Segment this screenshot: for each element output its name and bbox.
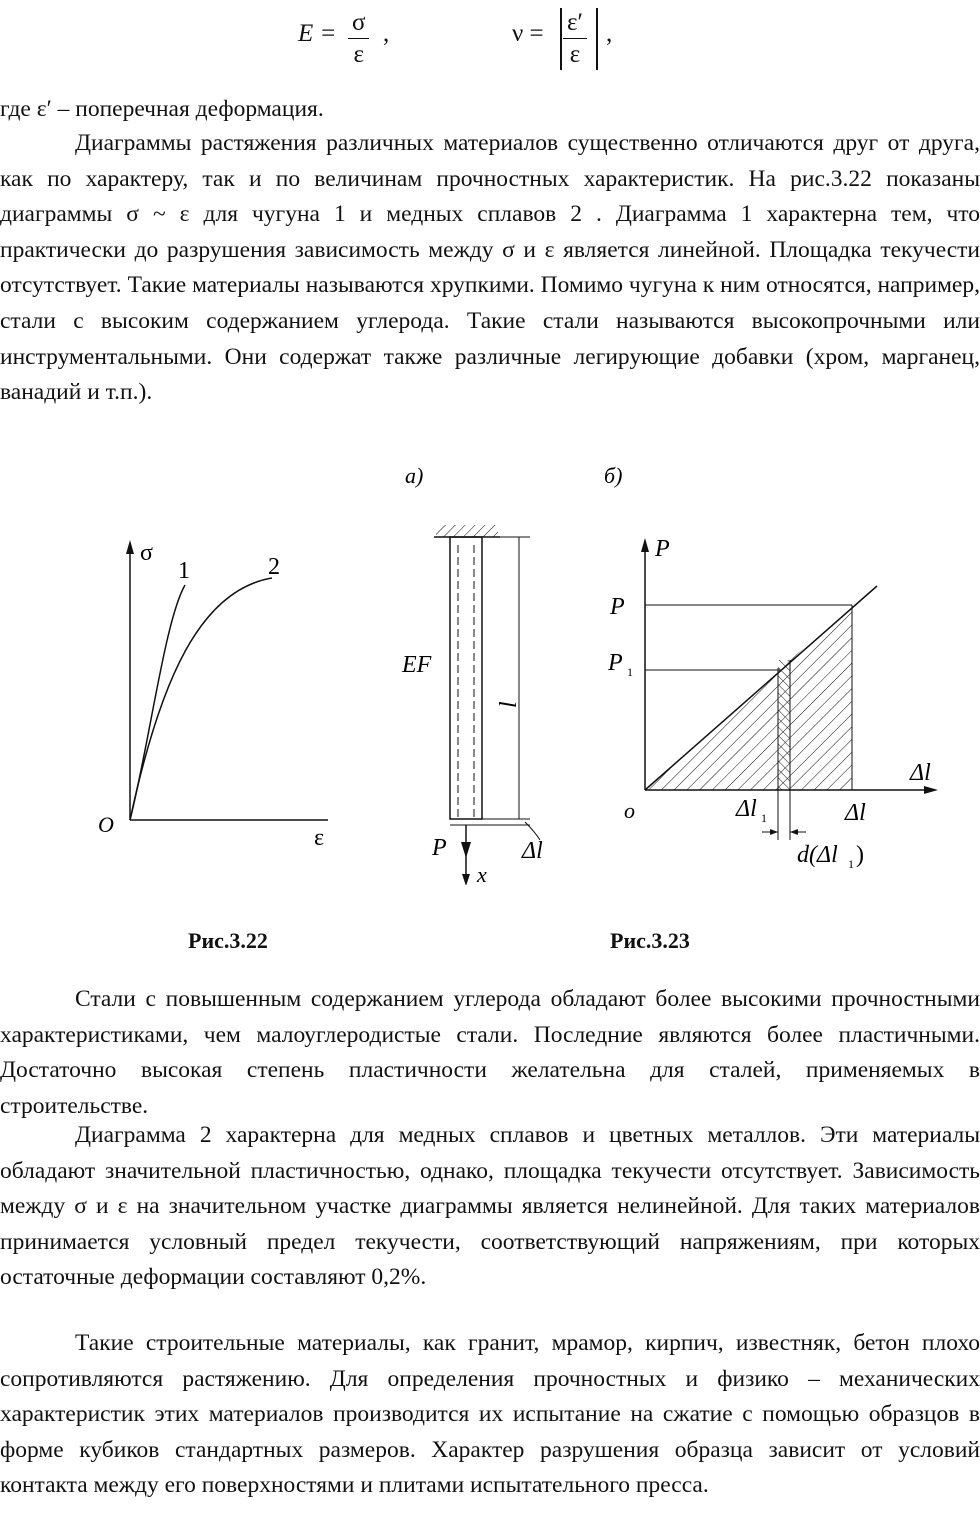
fig323a-rod-body [450,537,482,819]
fig323-subfig-a: а) [405,463,424,488]
fig323a-rod-label: EF [402,652,432,678]
fig323a-elong-label: Δl [522,838,543,864]
paragraph-4: Такие строительные материалы, как гранит, мрамор, кирпич, известняк, бетон плохо сопротивляются растяжению. Для определения прочностных и физико – механических характеристик этих материалов производится их испытание на сжатие с помощью образцов в форме кубиков стандартных размеров. Характер разрушения образца зависит от условий контакта между его поверхностями и плитами испытательного пресса. [0,1330,980,1499]
fig322-x-label: ε [314,825,325,851]
fig322-curve-2 [130,578,272,820]
formula-e-fraction [348,8,369,71]
formula-e-lhs: E = [298,20,337,47]
fig323b-d-dl1-close: ) [856,842,864,868]
fig323a-length-label: l [496,701,522,708]
fig323b-dim-arrowhead-r [790,829,798,835]
fig323b-dim-arrowhead-l [770,829,778,835]
figures [0,455,980,885]
fig323b-p-arrow [641,538,649,552]
formula-line [0,8,980,78]
fig323b-dl1-tick-label: Δl [736,796,757,822]
fig323b-dl-arrow [924,786,938,794]
formula-e-numerator: σ [348,8,369,39]
fig323b-dl1-subscript: 1 [761,811,767,825]
fig323a-x-label: x [477,862,487,885]
fig323b-p1-level-label: P [608,650,623,676]
caption-fig-323: Рис.3.23 [610,928,690,953]
intro-line: где ε′ – поперечная деформация. [0,96,324,122]
fig323b-d-dl1-label: d(Δl [797,842,838,868]
fig323b-dl-tick-label: Δl [845,800,866,826]
formula-nu-abs-right [596,8,598,70]
fig322-curve-1-label: 1 [178,558,190,584]
paragraph-2: Стали с повышенным содержанием углерода обладают более высокими прочностными характеристиками, чем малоуглеродистые стали. Последние являются более пластичными. Достаточно высокая степень пластичности желательна для сталей, применяемых в строительстве. [0,986,980,1119]
fig323b-p-level-label: P [610,594,625,620]
fig323b-origin: o [624,798,635,823]
formula-nu-fraction [563,8,587,71]
fig322-origin: O [98,812,114,837]
fig323b-d-dl1-subscript: 1 [848,857,854,871]
formula-e-separator: , [383,20,390,47]
figure-323a-rod [401,463,543,885]
formula-nu-denominator: ε [569,41,581,68]
fig323-subfig-b: б) [604,463,623,488]
paragraph-3: Диаграмма 2 характерна для медных сплавов и цветных металлов. Эти материалы обладают значительной пластичностью, однако, площадка текучести отсутствует. Зависимость между σ и ε на значительном участке диаграммы является нелинейной. Для таких материалов принимается условный предел текучести, соответствующий напряжениям, при которых остаточные деформации составляют 0,2%. [0,1122,980,1291]
fig323b-p1-subscript: 1 [627,665,633,679]
fig322-curve-2-label: 2 [268,554,280,580]
caption-fig-322: Рис.3.22 [188,928,268,953]
fig323b-strip [778,660,790,790]
figure-323b-diagram [604,463,938,871]
formula-nu-lhs: ν = [512,20,544,47]
fig323a-force-label: P [432,835,447,861]
fig323b-p-axis-label: P [655,536,670,562]
fig323b-dl-axis-label: Δl [910,760,931,786]
fig323a-force-arrow [461,842,471,858]
figure-322-diagram [98,540,328,851]
formula-nu-separator: , [606,20,613,47]
fig323a-wall-hatch [436,525,498,537]
fig322-y-arrow [126,540,134,554]
paragraph-1: Диаграммы растяжения различных материалов существенно отличаются друг от друга, как по характеру, так и по величинам прочностных характеристик. На рис.3.22 показаны диаграммы σ ~ ε для чугуна 1 и медных сплавов 2 . Диаграмма 1 характерна тем, что практически до разрушения зависимость между σ и ε является линейной. Площадка текучести отсутствует. Такие материалы называются хрупкими. Помимо чугуна к ним относятся, например, стали с высоким содержанием углерода. Такие стали называются высокопрочными или инструментальными. Они содержат также различные легирующие добавки (хром, марганец, ванадий и т.п.). [0,130,980,406]
fig323a-x-arrow [462,874,470,885]
fig322-y-label: σ [140,540,153,566]
formula-e-denominator: ε [353,41,364,68]
formula-nu-abs-left [560,8,562,70]
formula-nu-numerator: ε′ [563,8,587,39]
